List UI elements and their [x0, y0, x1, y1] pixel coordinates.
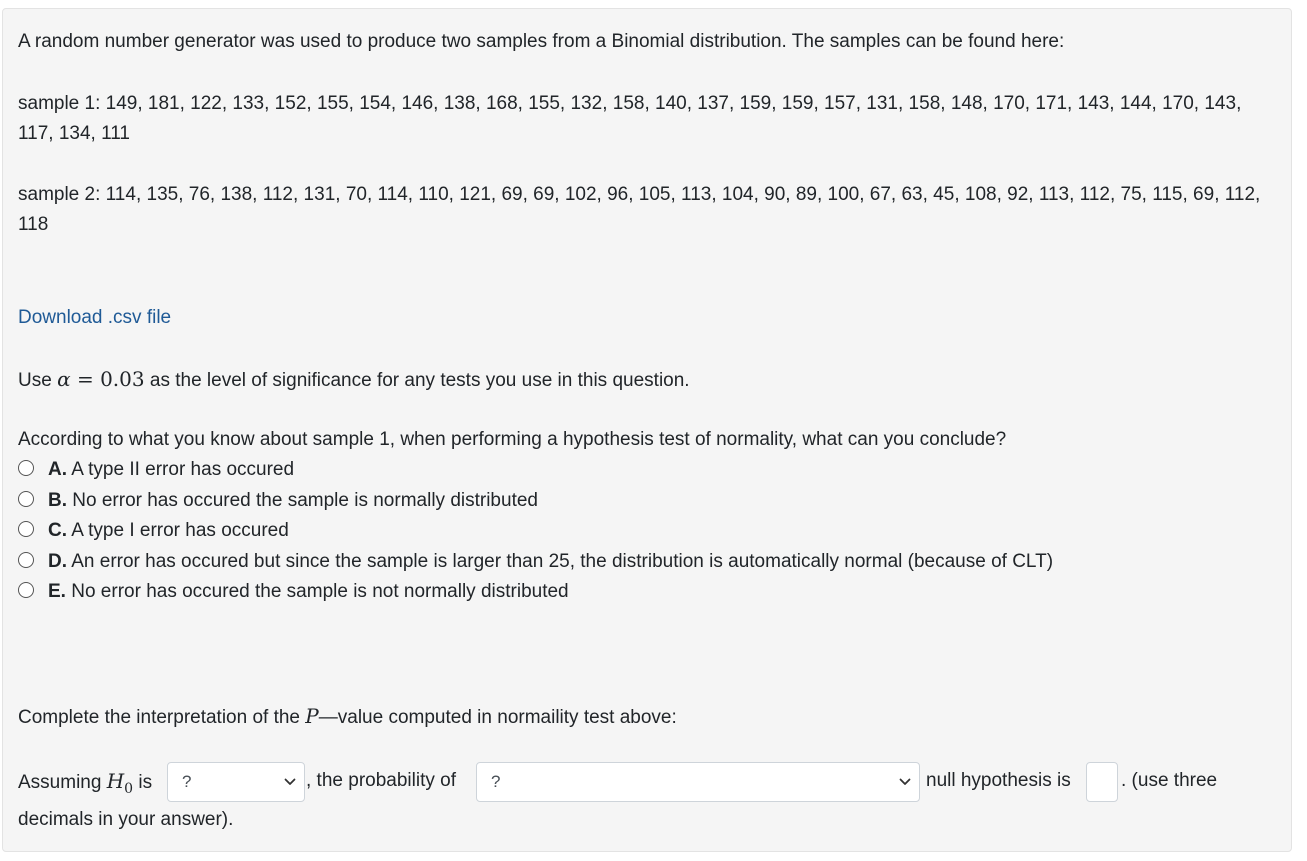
- option-a[interactable]: [18, 455, 294, 485]
- download-csv-link[interactable]: Download .csv file: [18, 307, 172, 328]
- option-d-text: An error has occured but since the sample is larger than 25, the distribution is automatically normal (because of CLT): [67, 551, 1054, 572]
- option-c-text: A type I error has occured: [67, 520, 289, 541]
- alpha-symbol: α: [57, 367, 71, 391]
- interp-prefix: Complete the interpretation of the: [18, 707, 306, 728]
- alpha-value: 0.03: [100, 367, 145, 391]
- question-text: According to what you know about sample 1, when performing a hypothesis test of normality, what can you conclude?: [18, 429, 1007, 450]
- option-b-text: No error has occured the sample is normally distributed: [67, 490, 538, 511]
- is-word: is: [133, 772, 153, 793]
- sample-1-text: sample 1: 149, 181, 122, 133, 152, 155, 154, 146, 138, 168, 155, 132, 158, 140, 137, 159, 159, 157, 131, 158, 148, 170, 171, 143, 144, 170, 143, 117, 134, 111: [18, 93, 1242, 144]
- option-d-letter: D.: [48, 551, 67, 572]
- option-c-letter: C.: [48, 520, 67, 541]
- assuming-text: [18, 766, 152, 804]
- p-value-input[interactable]: [1086, 762, 1118, 802]
- probability-of-text: , the probability of: [306, 770, 456, 791]
- download-csv-link-container: [18, 303, 171, 333]
- option-a-radio[interactable]: [18, 460, 34, 476]
- option-e[interactable]: [18, 577, 569, 607]
- alpha-equals: =: [70, 367, 101, 391]
- option-c-radio[interactable]: [18, 521, 34, 537]
- probability-event-select[interactable]: [476, 762, 920, 802]
- chevron-down-icon: [284, 776, 296, 788]
- interp-suffix: —value computed in normaility test above:: [318, 707, 677, 728]
- probability-event-select-value: ?: [491, 772, 501, 791]
- h-subscript: 0: [124, 780, 134, 797]
- option-a-letter: A.: [48, 459, 67, 480]
- option-e-text: No error has occured the sample is not normally distributed: [65, 581, 569, 602]
- p-symbol: P: [305, 704, 319, 728]
- decimals-text: decimals in your answer).: [18, 809, 234, 830]
- alpha-suffix: as the level of significance for any tests you use in this question.: [144, 370, 690, 391]
- alpha-statement: [18, 364, 690, 396]
- alpha-prefix: Use: [18, 370, 58, 391]
- option-c[interactable]: [18, 516, 289, 546]
- option-e-radio[interactable]: [18, 582, 34, 598]
- use-three-text: . (use three: [1121, 770, 1218, 791]
- assuming-word: Assuming: [18, 772, 107, 793]
- option-a-text: A type II error has occured: [67, 459, 295, 480]
- h-symbol: H: [106, 769, 125, 793]
- option-d[interactable]: [18, 547, 1053, 577]
- chevron-down-icon: [899, 776, 911, 788]
- sample-2-text: sample 2: 114, 135, 76, 138, 112, 131, 70, 114, 110, 121, 69, 69, 102, 96, 105, 113, 104, 90, 89, 100, 67, 63, 45, 108, 92, 113, 112, 75, 115, 69, 112, 118: [18, 184, 1261, 235]
- intro-text: A random number generator was used to produce two samples from a Binomial distribution. The samples can be found here:: [18, 31, 1065, 52]
- option-b[interactable]: [18, 486, 538, 516]
- interpretation-prompt: [18, 701, 677, 733]
- h0-truth-select[interactable]: [167, 762, 305, 802]
- h0-truth-select-value: ?: [182, 772, 192, 791]
- option-d-radio[interactable]: [18, 552, 34, 568]
- option-b-letter: B.: [48, 490, 67, 511]
- null-hypothesis-text: null hypothesis is: [926, 770, 1071, 791]
- option-e-letter: E.: [48, 581, 66, 602]
- option-b-radio[interactable]: [18, 491, 34, 507]
